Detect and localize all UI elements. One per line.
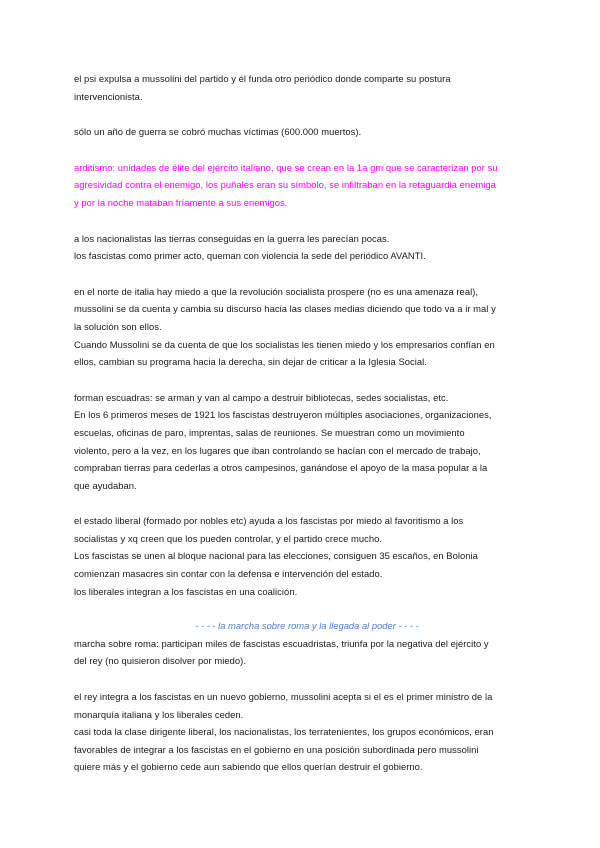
text-line: que ayudaban.	[74, 479, 137, 491]
text-line: marcha sobre roma: participan miles de fascistas escuadristas, triunfa por la negativa del ejército y	[74, 637, 489, 649]
text-line: intervencionista.	[74, 90, 143, 102]
paragraph-psi-expulsion	[74, 70, 540, 105]
paragraph-march-on-rome	[74, 635, 540, 670]
text-line: compraban tierras para cederlas a otros campesinos, ganándose el apoyo de la masa popular a la	[74, 462, 488, 474]
text-line: el rey integra a los fascistas en un nuevo gobierno, mussolini acepta si el es el primer ministro de la	[74, 691, 493, 703]
text-line: y por la noche mataban fríamente a sus enemigos.	[74, 196, 288, 208]
text-line: la solución son ellos.	[74, 320, 162, 332]
text-line: casi toda la clase dirigente liberal, los nacionalistas, los terratenientes, los grupos económicos, eran	[74, 726, 494, 738]
paragraph-nationalists	[74, 230, 540, 265]
paragraph-new-government	[74, 688, 540, 776]
text-line: sólo un año de guerra se cobró muchas víctimas (600.000 muertos).	[74, 126, 362, 138]
text-line: ellos, cambian su programa hacia la derecha, sin dejar de criticar a la Iglesia Social.	[74, 356, 427, 368]
text-line: del rey (no quisieron disolver por miedo).	[74, 655, 246, 667]
text-line: forman escuadras: se arman y van al campo a destruir bibliotecas, sedes socialistas, etc.	[74, 391, 449, 403]
text-line: a los nacionalistas las tierras conseguidas en la guerra les parecían pocas.	[74, 232, 390, 244]
section-heading: - - - - la marcha sobre roma y la llegada al poder - - - -	[195, 620, 419, 632]
text-line: Los fascistas se unen al bloque nacional para las elecciones, consiguen 35 escaños, en Bolonia	[74, 550, 478, 562]
paragraph-liberal-state	[74, 512, 540, 600]
text-line: favorables de integrar a los fascistas en el gobierno en una posición subordinada pero mussolini	[74, 743, 479, 755]
text-line: agresividad contra el enemigo, los puñales eran su símbolo, se infiltraban en la retaguardia enemiga	[74, 179, 496, 191]
text-line: arditismo: unidades de élite del ejército italiano, que se crean en la 1a gm que se caracterizan por su	[74, 161, 498, 173]
text-line: en el norte de italia hay miedo a que la revolución socialista prospere (no es una amenaza real),	[74, 285, 479, 297]
paragraph-war-casualties	[74, 123, 540, 141]
text-line: los liberales integran a los fascistas en una coalición.	[74, 585, 298, 597]
text-line: Cuando Mussolini se da cuenta de que los socialistas les tienen miedo y los empresarios confían en	[74, 338, 495, 350]
text-line: comienzan masacres sin contar con la defensa e intervención del estado.	[74, 568, 383, 580]
paragraph-squads	[74, 389, 540, 495]
text-line: quiere más y el gobierno cede aun sabiendo que ellos querían destruir el gobierno.	[74, 761, 423, 773]
text-line: violento, pero a la vez, en los lugares que iban controlando se hacían con el mercado de trabajo,	[74, 444, 481, 456]
paragraph-socialist-revolution	[74, 283, 540, 371]
text-line: socialistas y xq creen que los pueden controlar, y el partido crece mucho.	[74, 532, 383, 544]
text-line: el estado liberal (formado por nobles etc) ayuda a los fascistas por miedo al favoritismo a los	[74, 515, 464, 527]
text-line: mussolini se da cuenta y cambia su discurso hacia las clases medias diciendo que todo va a ir mal y	[74, 303, 496, 315]
text-line: el psi expulsa a mussolini del partido y él funda otro periódico donde comparte su postura	[74, 73, 451, 84]
text-line: escuelas, oficinas de paro, imprentas, salas de reuniones. Se muestran como un movimiento	[74, 426, 465, 438]
text-line: monarquía italiana y los liberales ceden.	[74, 708, 244, 720]
text-line: los fascistas como primer acto, queman con violencia la sede del periódico AVANTI.	[74, 250, 426, 262]
text-line: En los 6 primeros meses de 1921 los fascistas destruyeron múltiples asociaciones, organizaciones,	[74, 409, 492, 421]
paragraph-arditismo	[74, 159, 540, 212]
